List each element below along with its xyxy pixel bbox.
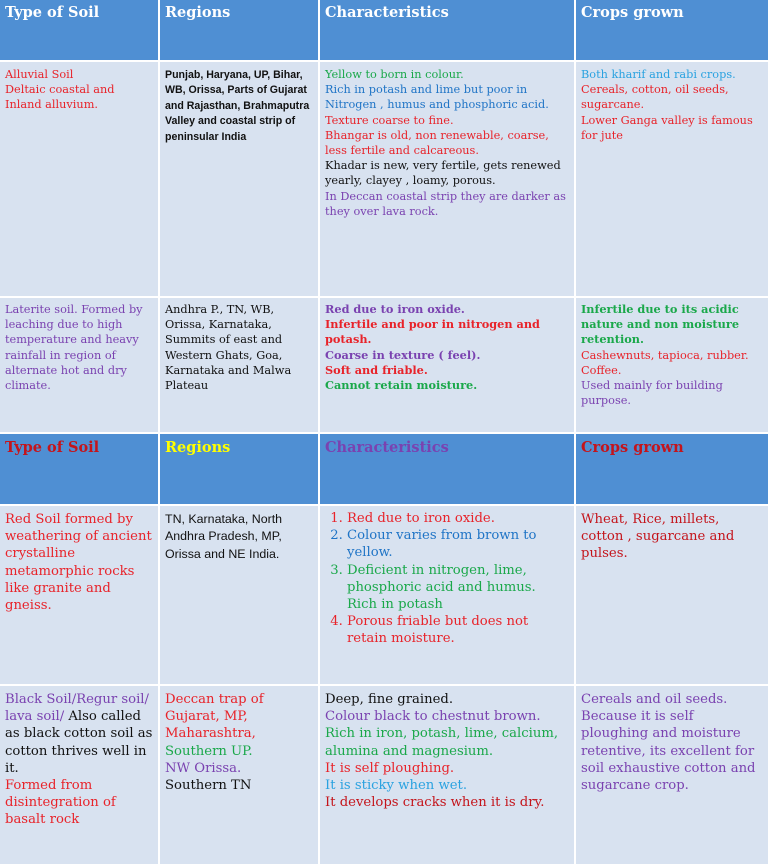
header-type-of-soil: Type of Soil [0,0,160,62]
laterite-char-2: Infertile and poor in nitrogen and potash. [325,317,540,347]
red-crops-cell: Wheat, Rice, millets, cotton , sugarcane and pulses. [576,506,768,686]
header-characteristics: Characteristics [320,0,576,62]
table-header-row [0,0,768,62]
black-char-3: Rich in iron, potash, lime, calcium, alumina and magnesium. [325,726,559,759]
black-crops-cell: Cereals and oil seeds. Because it is self ploughing and moisture retentive, its excellent for soil exhaustive cotton and sugarcane crop. [576,686,768,866]
alluvial-char-3: Texture coarse to fine. [325,113,454,127]
red-char-1: 1. Red due to iron oxide. [347,510,569,527]
alluvial-char-4: Bhangar is old, non renewable, coarse, less fertile and calcareous. [325,128,549,158]
red-char-3: 3. Deficient in nitrogen, lime, phosphoric acid and humus. Rich in potash [347,562,569,614]
laterite-char-4: Soft and friable. [325,362,428,377]
soil-table-2 [0,434,768,866]
header2-regions: Regions [160,434,320,506]
header-regions: Regions [160,0,320,62]
black-region-2: Southern UP. [165,743,253,759]
alluvial-crops-cell [576,62,768,298]
black-regions-cell [160,686,320,866]
black-region-3: NW Orissa. [165,760,242,776]
laterite-soil-cell: Laterite soil. Formed by leaching due to high temperature and heavy rainfall in region of alternate hot and dry climate. [0,298,160,434]
black-soil-desc: Also called as black cotton soil as cotton thrives well in it. [5,709,153,776]
table-row-alluvial [0,62,768,298]
laterite-char-1: Red due to iron oxide. [325,302,465,316]
table-row-red-soil [0,506,768,686]
alluvial-soil-cell [0,62,160,298]
black-characteristics-cell [320,686,576,866]
alluvial-characteristics-cell [320,62,576,298]
header2-characteristics: Characteristics [320,434,576,506]
table-header-row-2 [0,434,768,506]
alluvial-soil-name: Alluvial Soil [5,68,74,81]
header2-crops-grown: Crops grown [576,434,768,506]
laterite-crop-3: Used mainly for building purpose. [581,379,723,408]
alluvial-crop-1: Both kharif and rabi crops. [581,68,736,81]
red-characteristics-cell [320,506,576,686]
laterite-crop-2: Cashewnuts, tapioca, rubber. Coffee. [581,348,749,377]
red-regions-cell: TN, Karnataka, North Andhra Pradesh, MP, Orissa and NE India. [160,506,320,686]
black-region-1: Deccan trap of Gujarat, MP, Maharashtra, [165,692,264,742]
table-row-laterite [0,298,768,434]
black-soil-name: Black Soil/Regur soil/ lava soil/ [5,692,149,725]
red-char-4: 4. Porous friable but does not retain moisture. [347,613,569,647]
alluvial-crop-3: Lower Ganga valley is famous for jute [581,113,753,142]
black-soil-formation: Formed from disintegration of basalt rock [5,778,116,828]
black-soil-cell [0,686,160,866]
table-row-black-soil [0,686,768,866]
laterite-char-3: Coarse in texture ( feel). [325,347,481,362]
alluvial-char-6: In Deccan coastal strip they are darker as they over lava rock. [325,189,566,218]
alluvial-char-1: Yellow to born in colour. [325,68,464,81]
alluvial-crop-2: Cereals, cotton, oil seeds, sugarcane. [581,83,729,112]
red-soil-cell: Red Soil formed by weathering of ancient crystalline metamorphic rocks like granite and gneiss. [0,506,160,686]
alluvial-regions-cell: Punjab, Haryana, UP, Bihar, WB, Orissa, Parts of Gujarat and Rajasthan, Brahmaputra Valley and coastal strip of peninsular India [160,62,320,298]
laterite-crop-1: Infertile due to its acidic nature and non moisture retention. [581,302,740,347]
black-char-5: It is sticky when wet. [325,778,468,794]
black-char-1: Deep, fine grained. [325,692,454,707]
alluvial-soil-desc: Deltaic coastal and Inland alluvium. [5,83,115,112]
black-char-6: It develops cracks when it is dry. [325,795,545,811]
alluvial-char-2: Rich in potash and lime but poor in Nitrogen , humus and phosphoric acid. [325,83,549,112]
header-crops-grown: Crops grown [576,0,768,62]
red-char-2: 2. Colour varies from brown to yellow. [347,527,569,561]
black-char-4: It is self ploughing. [325,760,455,776]
black-region-4: Southern TN [165,778,252,794]
laterite-crops-cell [576,298,768,434]
header2-type-of-soil: Type of Soil [0,434,160,506]
black-char-2: Colour black to chestnut brown. [325,709,541,725]
alluvial-char-5: Khadar is new, very fertile, gets renewed yearly, clayey , loamy, porous. [325,159,561,188]
laterite-characteristics-cell [320,298,576,434]
red-characteristics-list [325,510,569,648]
laterite-char-5: Cannot retain moisture. [325,378,478,393]
laterite-regions-cell: Andhra P., TN, WB, Orissa, Karnataka, Summits of east and Western Ghats, Goa, Karnataka and Malwa Plateau [160,298,320,434]
